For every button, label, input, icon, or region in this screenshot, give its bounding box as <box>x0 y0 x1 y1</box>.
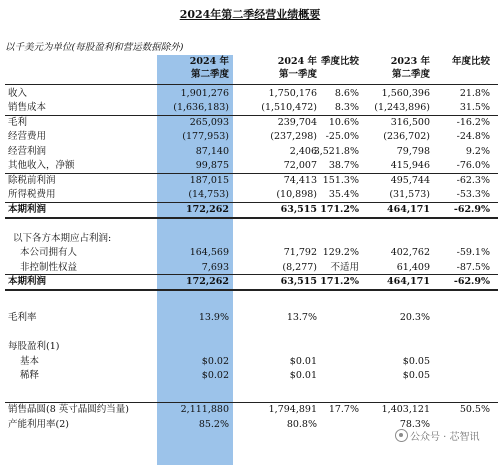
row-divider <box>5 402 498 403</box>
cell-2024-q2: 172,262 <box>186 204 229 215</box>
header-2024-q1-year: 2024 年 <box>277 56 317 67</box>
header-2024-q2 <box>160 55 229 81</box>
cell-2024-q2: 85.2% <box>198 419 229 430</box>
cell-2023-q2: (236,702) <box>383 131 430 142</box>
cell-2024-q2: 13.9% <box>198 312 229 323</box>
cell-2023-q2: 1,403,121 <box>381 404 430 415</box>
cell-2024-q2: (177,953) <box>182 131 229 142</box>
header-qoq-label: 季度比较 <box>320 56 359 67</box>
cell-2024-q2: 187,015 <box>189 175 229 186</box>
cell-yoy: -59.1% <box>456 247 490 258</box>
cell-2024-q2: 1,901,276 <box>180 88 229 99</box>
cell-2024-q1: (1,510,472) <box>261 102 317 113</box>
table-row <box>0 203 500 217</box>
header-2023-q2-quarter: 第二季度 <box>391 69 430 80</box>
cell-2023-q2: 464,171 <box>387 204 430 215</box>
cell-2024-q1: 1,750,176 <box>268 88 317 99</box>
header-rule <box>5 84 498 85</box>
cell-2024-q2: 164,569 <box>189 247 229 258</box>
report-title: 2024年第二季经营业绩概要 <box>179 8 321 21</box>
cell-qoq: -25.0% <box>325 131 359 142</box>
wechat-icon <box>395 429 408 442</box>
header-2024-q1-quarter: 第一季度 <box>278 69 317 80</box>
header-2024-q1 <box>240 55 317 81</box>
table-row <box>0 340 500 354</box>
cell-2024-q1: 71,792 <box>283 247 317 258</box>
table-row <box>0 232 500 246</box>
row-label: 收入 <box>8 88 28 99</box>
cell-2024-q2: 99,875 <box>195 160 229 171</box>
table-row <box>0 261 500 275</box>
cell-2023-q2: 402,762 <box>390 247 430 258</box>
cell-2023-q2: 1,560,396 <box>381 88 430 99</box>
cell-yoy: -24.8% <box>456 131 490 142</box>
header-2024-q2-year: 2024 年 <box>189 56 229 67</box>
cell-2024-q1: $0.01 <box>289 370 317 381</box>
cell-2024-q1: 1,794,891 <box>268 404 317 415</box>
cell-2024-q1: (8,277) <box>282 262 317 273</box>
row-divider <box>5 289 498 291</box>
row-divider <box>5 217 498 219</box>
cell-yoy: -62.3% <box>456 175 490 186</box>
cell-2023-q2: 495,744 <box>390 175 430 186</box>
cell-2024-q2: (14,753) <box>188 189 229 200</box>
watermark-text: 公众号 · 芯智讯 <box>410 432 480 443</box>
row-label: 以下各方本期应占利润: <box>13 233 112 244</box>
cell-2024-q2: 7,693 <box>201 262 229 273</box>
row-divider <box>5 173 498 174</box>
cell-yoy: -53.3% <box>456 189 490 200</box>
watermark <box>395 428 480 443</box>
cell-yoy: 31.5% <box>459 102 490 113</box>
row-label: 所得税费用 <box>8 189 56 200</box>
cell-2024-q2: 265,093 <box>189 117 229 128</box>
cell-qoq: 8.3% <box>334 102 359 113</box>
cell-qoq: 151.3% <box>322 175 359 186</box>
cell-2024-q1: 80.8% <box>286 419 317 430</box>
cell-2024-q2: (1,636,183) <box>173 102 229 113</box>
cell-2024-q1: 13.7% <box>286 312 317 323</box>
cell-yoy: -87.5% <box>456 262 490 273</box>
cell-qoq: 38.7% <box>328 160 359 171</box>
cell-2024-q2: 172,262 <box>186 276 229 287</box>
cell-yoy: 50.5% <box>459 404 490 415</box>
header-yoy <box>440 55 490 68</box>
cell-2024-q2: $0.02 <box>201 370 229 381</box>
table-row <box>0 116 500 130</box>
row-label: 非控制性权益 <box>20 262 78 273</box>
table-row <box>0 275 500 289</box>
cell-2023-q2: (1,243,896) <box>374 102 430 113</box>
row-divider <box>5 274 498 275</box>
row-label: 稀释 <box>20 370 40 381</box>
cell-2023-q2: 79,798 <box>396 146 430 157</box>
row-label: 销售晶圆(8 英寸晶圆约当量) <box>8 404 129 415</box>
row-label: 除税前利润 <box>8 175 56 186</box>
row-label: 每股盈利(1) <box>8 341 60 352</box>
table-row <box>0 145 500 159</box>
row-label: 其他收入，净额 <box>8 160 75 171</box>
cell-yoy: -16.2% <box>456 117 490 128</box>
cell-yoy: -76.0% <box>456 160 490 171</box>
row-label: 经营利润 <box>8 146 47 157</box>
cell-yoy: -62.9% <box>453 276 490 287</box>
cell-qoq: 10.6% <box>328 117 359 128</box>
cell-2024-q2: 87,140 <box>195 146 229 157</box>
table-row <box>0 188 500 202</box>
table-row <box>0 311 500 325</box>
cell-2023-q2: 415,946 <box>390 160 430 171</box>
header-2023-q2 <box>360 55 430 81</box>
cell-2023-q2: 61,409 <box>396 262 430 273</box>
cell-2023-q2: 316,500 <box>390 117 430 128</box>
cell-2024-q1: (237,298) <box>270 131 317 142</box>
row-label: 产能利用率(2) <box>8 419 69 430</box>
cell-2024-q1: 239,704 <box>277 117 317 128</box>
row-divider <box>5 115 498 116</box>
cell-yoy: -62.9% <box>453 204 490 215</box>
cell-qoq: 17.7% <box>328 404 359 415</box>
cell-2023-q2: $0.05 <box>402 356 430 367</box>
table-row <box>0 355 500 369</box>
cell-qoq: 3,521.8% <box>313 146 359 157</box>
row-label: 毛利 <box>8 117 28 128</box>
row-divider <box>5 202 498 203</box>
cell-2024-q2: $0.02 <box>201 356 229 367</box>
cell-qoq: 171.2% <box>320 204 359 215</box>
cell-2024-q1: $0.01 <box>289 356 317 367</box>
table-row <box>0 174 500 188</box>
row-label: 本期利润 <box>8 204 47 215</box>
cell-2024-q1: 2,406 <box>289 146 317 157</box>
table-row <box>0 159 500 173</box>
table-row <box>0 101 500 115</box>
unit-note: 以千美元为单位(每股盈利和营运数据除外) <box>5 42 184 53</box>
cell-yoy: 9.2% <box>465 146 490 157</box>
cell-2024-q1: 63,515 <box>280 204 317 215</box>
cell-2023-q2: $0.05 <box>402 370 430 381</box>
cell-yoy: 21.8% <box>459 88 490 99</box>
row-label: 本公司拥有人 <box>20 247 78 258</box>
cell-qoq: 129.2% <box>322 247 359 258</box>
header-yoy-label: 年度比较 <box>451 56 490 67</box>
table-row <box>0 403 500 417</box>
row-label: 本期利润 <box>8 276 47 287</box>
cell-2024-q2: 2,111,880 <box>180 404 229 415</box>
cell-2024-q1: 63,515 <box>280 276 317 287</box>
cell-2023-q2: 464,171 <box>387 276 430 287</box>
row-label: 经营费用 <box>8 131 47 142</box>
header-2023-q2-year: 2023 年 <box>390 56 430 67</box>
cell-2024-q1: (10,898) <box>276 189 317 200</box>
cell-2023-q2: 20.3% <box>399 312 430 323</box>
row-label: 毛利率 <box>8 312 37 323</box>
cell-qoq: 8.6% <box>334 88 359 99</box>
header-2024-q2-quarter: 第二季度 <box>190 69 229 80</box>
cell-2023-q2: (31,573) <box>389 189 430 200</box>
row-label: 基本 <box>20 356 40 367</box>
cell-2024-q1: 74,413 <box>283 175 317 186</box>
cell-qoq: 不适用 <box>330 262 359 273</box>
table-row <box>0 246 500 260</box>
table-row <box>0 87 500 101</box>
header-qoq <box>310 55 359 68</box>
cell-qoq: 171.2% <box>320 276 359 287</box>
cell-2024-q1: 72,007 <box>283 160 317 171</box>
row-label: 销售成本 <box>8 102 47 113</box>
table-row <box>0 369 500 383</box>
cell-qoq: 35.4% <box>328 189 359 200</box>
table-row <box>0 130 500 144</box>
cell-2023-q2: 78.3% <box>399 419 430 430</box>
